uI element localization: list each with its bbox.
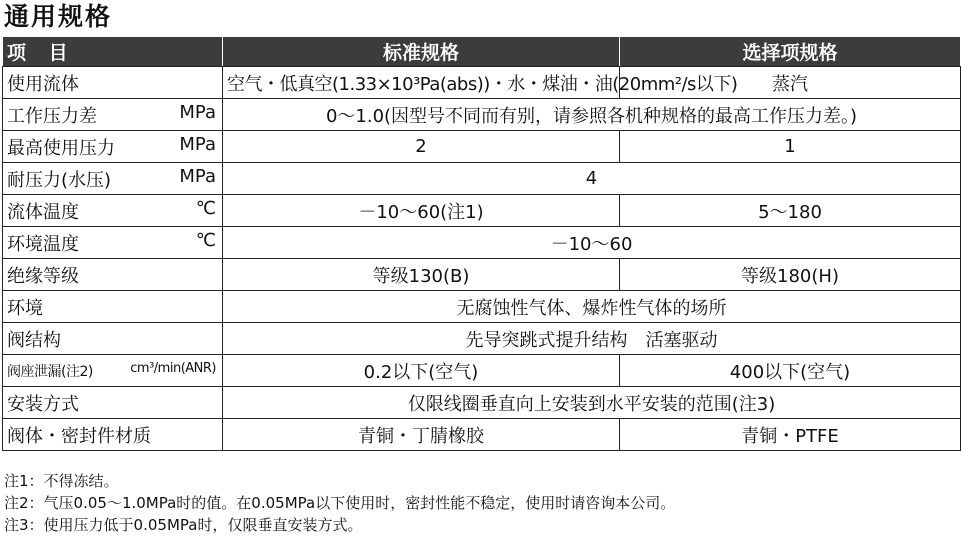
header-item: 项 目: [3, 37, 223, 67]
row-label-cell: [3, 323, 223, 355]
standard-value: 空气・低真空(1.33×10³Pa(abs))・水・煤油・油(20mm²/s以下): [223, 67, 620, 99]
option-value: 蒸汽: [620, 67, 961, 99]
table-header-row: [3, 37, 961, 67]
footnote-1: 注1：不得冻结。: [4, 472, 119, 490]
row-label: 阀体・密封件材质: [7, 425, 151, 447]
option-value: 1: [620, 131, 961, 163]
row-label: 环境温度: [7, 233, 79, 255]
footnotes: [4, 470, 675, 536]
row-unit: cm³/min(ANR): [130, 360, 216, 376]
option-value: 等级180(H): [620, 259, 961, 291]
row-label-cell: [3, 291, 223, 323]
merged-value: 4: [223, 163, 961, 195]
standard-value: 0.2以下(空气): [223, 355, 620, 387]
row-label: 耐压力(水压): [7, 169, 112, 191]
row-label-cell: [3, 195, 223, 227]
row-label: 环境: [7, 297, 43, 319]
table-row: [3, 355, 961, 387]
row-label-cell: [3, 131, 223, 163]
merged-value: 先导突跳式提升结构 活塞驱动: [223, 323, 961, 355]
page-title: 通用规格: [4, 2, 113, 31]
row-label-cell: [3, 99, 223, 131]
merged-value: 无腐蚀性气体、爆炸性气体的场所: [223, 291, 961, 323]
table-row: [3, 291, 961, 323]
table-row: [3, 259, 961, 291]
table-row: [3, 67, 961, 99]
row-unit: MPa: [179, 133, 216, 155]
table-row: [3, 163, 961, 195]
option-value: 400以下(空气): [620, 355, 961, 387]
table-row: [3, 99, 961, 131]
row-label-cell: [3, 419, 223, 451]
table-row: [3, 323, 961, 355]
merged-value: －10～60: [223, 227, 961, 259]
row-label: 最高使用压力: [7, 137, 115, 159]
row-unit: MPa: [179, 101, 216, 123]
row-label-cell: [3, 355, 223, 387]
standard-value: －10～60(注1): [223, 195, 620, 227]
option-value: 5～180: [620, 195, 961, 227]
row-label: 阀座泄漏(注2): [7, 363, 93, 380]
footnote-2: 注2：气压0.05～1.0MPa时的值。在0.05MPa以下使用时，密封性能不稳定，使用时请咨询本公司。: [4, 494, 676, 512]
standard-value: 2: [223, 131, 620, 163]
row-label: 工作压力差: [7, 105, 97, 127]
header-standard: 标准规格: [223, 37, 620, 67]
table-row: [3, 387, 961, 419]
row-label-cell: [3, 163, 223, 195]
row-label: 安装方式: [7, 393, 79, 415]
row-label: 流体温度: [7, 201, 79, 223]
header-option: 选择项规格: [620, 37, 961, 67]
row-label: 阀结构: [7, 329, 61, 351]
table-row: [3, 227, 961, 259]
row-unit: MPa: [179, 165, 216, 187]
row-label-cell: [3, 227, 223, 259]
merged-value: 0～1.0(因型号不同而有别，请参照各机种规格的最高工作压力差。): [223, 99, 961, 131]
row-label: 绝缘等级: [7, 265, 79, 287]
footnote-3: 注3：使用压力低于0.05MPa时，仅限垂直安装方式。: [4, 516, 363, 534]
row-unit: ℃: [195, 229, 216, 251]
table-row: [3, 419, 961, 451]
row-unit: ℃: [195, 197, 216, 219]
option-value: 青铜・PTFE: [620, 419, 961, 451]
table-row: [3, 195, 961, 227]
standard-value: 等级130(B): [223, 259, 620, 291]
spec-table: [2, 36, 961, 451]
standard-value: 青铜・丁腈橡胶: [223, 419, 620, 451]
row-label: 使用流体: [7, 73, 79, 95]
merged-value: 仅限线圈垂直向上安装到水平安装的范围(注3): [223, 387, 961, 419]
table-row: [3, 131, 961, 163]
row-label-cell: [3, 67, 223, 99]
row-label-cell: [3, 387, 223, 419]
row-label-cell: [3, 259, 223, 291]
